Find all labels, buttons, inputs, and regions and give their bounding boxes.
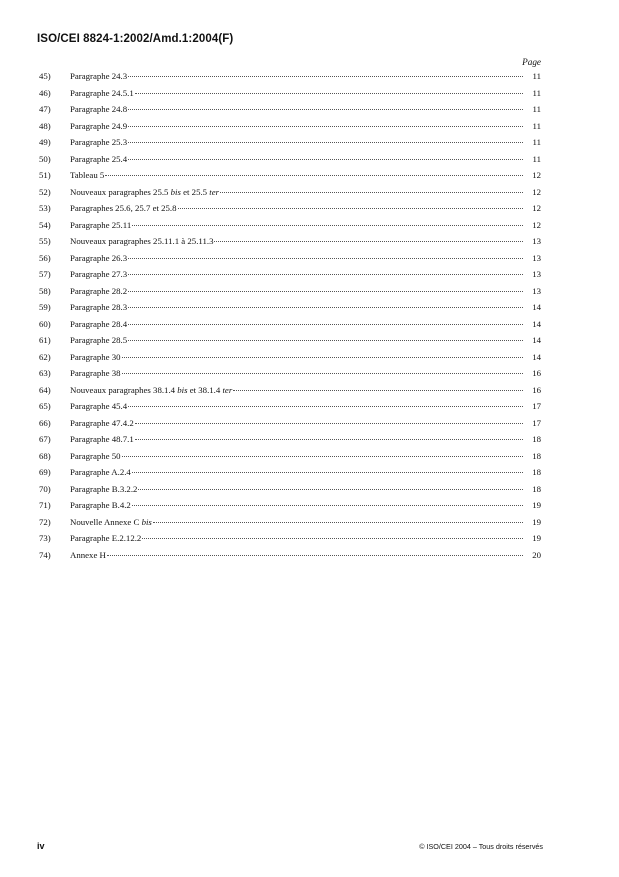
toc-entry-number: 61) [39,335,51,345]
toc-entry-page: 12 [532,203,541,213]
toc-entry-page: 13 [532,236,541,246]
toc-entry-number: 48) [39,120,51,131]
toc-entry[interactable] [39,418,541,435]
toc-entry-number: 57) [39,269,51,279]
toc-entry-title: Tableau 5 [70,170,105,180]
toc-entry[interactable] [39,203,541,220]
toc-entry-number: 62) [39,351,51,362]
toc-entry-title: Paragraphe 30 [70,351,121,362]
toc-entry-title: Paragraphe 25.3 [70,137,128,147]
toc-dot-leader [128,126,523,127]
toc-dot-leader [135,423,523,424]
toc-entry[interactable] [39,434,541,451]
toc-entry-number: 50) [39,153,51,164]
toc-entry-title: Paragraphe B.4.2 [70,500,131,510]
toc-entry-number: 60) [39,318,51,329]
toc-entry-page: 14 [532,302,541,312]
toc-entry-number: 51) [39,170,51,180]
toc-entry-title: Paragraphe 47.4.2 [70,417,134,428]
footer-copyright: © ISO/CEI 2004 – Tous droits réservés [419,842,543,851]
toc-entry-page: 17 [532,417,541,428]
toc-entry-number: 67) [39,434,51,444]
toc-entry-number: 52) [39,186,51,197]
toc-entry-title [70,385,232,395]
toc-dot-leader [178,208,523,209]
toc-dot-leader [132,225,523,226]
toc-entry-title: Paragraphe 28.5 [70,335,128,345]
toc-entry-page: 11 [532,104,541,114]
toc-entry[interactable] [39,335,541,352]
toc-entry-title: Paragraphe 45.4 [70,401,128,411]
toc-entry-title: Paragraphe 27.3 [70,269,128,279]
toc-entry-title: Paragraphe 48.7.1 [70,434,134,444]
toc-dot-leader [142,538,523,539]
toc-entry-title: Paragraphe 28.3 [70,302,128,312]
toc-entry-number: 49) [39,137,51,147]
toc-entry-page: 19 [532,533,541,543]
footer-page-number: iv [37,841,45,851]
toc-entry-page: 11 [532,71,541,81]
toc-entry-number: 70) [39,483,51,494]
toc-entry[interactable] [39,484,541,501]
toc-entry-title-italic: ter [209,186,220,197]
toc-entry-title [70,187,219,197]
toc-entry[interactable] [39,269,541,286]
toc-entry-title-part: et 25.5 [180,186,210,197]
toc-entry-title-part: Nouvelle Annexe C [70,516,142,527]
toc-entry-title-part: et 38.1.4 [187,384,223,395]
toc-entry[interactable] [39,368,541,385]
toc-entry-page: 11 [532,137,541,147]
toc-entry-number: 59) [39,302,51,312]
toc-entry[interactable] [39,88,541,105]
toc-entry-number: 56) [39,252,51,263]
document-identifier: ISO/CEI 8824-1:2002/Amd.1:2004(F) [37,33,234,45]
toc-entry-title: Paragraphe A.2.4 [70,467,131,477]
toc-entry-title-italic: bis [177,384,188,395]
toc-entry-title-italic: ter [222,384,233,395]
toc-entry[interactable] [39,533,541,550]
toc-entry[interactable] [39,500,541,517]
toc-entry-number: 68) [39,450,51,461]
toc-entry[interactable] [39,302,541,319]
toc-dot-leader [128,142,523,143]
toc-entry-number: 64) [39,384,51,395]
toc-entry-number: 63) [39,368,51,378]
toc-entry-title: Paragraphes 25.6, 25.7 et 25.8 [70,203,177,213]
toc-entry[interactable] [39,451,541,468]
toc-dot-leader [138,489,523,490]
toc-entry[interactable] [39,286,541,303]
toc-entry-page: 14 [532,335,541,345]
toc-dot-leader [107,555,523,556]
toc-dot-leader [122,357,523,358]
toc-entry[interactable] [39,187,541,204]
toc-entry[interactable] [39,121,541,138]
toc-entry-page: 14 [532,351,541,362]
toc-dot-leader [128,258,523,259]
toc-entry[interactable] [39,253,541,270]
toc-dot-leader [153,522,523,523]
toc-dot-leader [128,274,523,275]
toc-dot-leader [214,241,523,242]
toc-entry-number: 47) [39,104,51,114]
toc-entry[interactable] [39,467,541,484]
toc-entry[interactable] [39,550,541,567]
toc-entry-title: Paragraphe 25.4 [70,153,128,164]
toc-entry-page: 16 [532,368,541,378]
toc-entry-title: Paragraphe 24.3 [70,71,128,81]
toc-dot-leader [132,472,523,473]
toc-entry-title: Paragraphe B.3.2.2 [70,483,138,494]
toc-dot-leader [233,390,523,391]
toc-entry-page: 12 [532,219,541,230]
toc-entry-page: 11 [532,87,541,98]
table-of-contents [39,71,541,566]
toc-entry-title: Paragraphe E.2.12.2 [70,533,142,543]
toc-entry-number: 45) [39,71,51,81]
toc-entry[interactable] [39,220,541,237]
toc-entry-page: 13 [532,252,541,263]
toc-entry-title: Paragraphe 50 [70,450,121,461]
toc-entry-page: 11 [532,153,541,164]
toc-entry-number: 58) [39,285,51,296]
toc-entry-page: 19 [532,500,541,510]
toc-entry-title: Paragraphe 25.11 [70,219,132,230]
toc-entry[interactable] [39,137,541,154]
toc-entry-number: 54) [39,219,51,230]
toc-entry-number: 74) [39,549,51,560]
toc-entry-page: 12 [532,170,541,180]
toc-dot-leader [132,505,523,506]
toc-entry[interactable] [39,154,541,171]
toc-dot-leader [105,175,523,176]
toc-entry-title: Paragraphe 24.5.1 [70,87,134,98]
toc-entry[interactable] [39,401,541,418]
toc-entry-page: 19 [532,516,541,527]
toc-entry-number: 66) [39,417,51,428]
toc-dot-leader [135,439,523,440]
toc-entry-title-italic: bis [141,516,152,527]
toc-entry-title-italic: bis [170,186,181,197]
toc-entry-title: Paragraphe 24.9 [70,120,128,131]
toc-entry[interactable] [39,170,541,187]
toc-entry-number: 73) [39,533,51,543]
toc-entry[interactable] [39,236,541,253]
toc-entry-title: Paragraphe 26.3 [70,252,128,263]
toc-entry[interactable] [39,319,541,336]
toc-entry-title-part: Nouveaux paragraphes 25.5 [70,186,171,197]
toc-entry-number: 69) [39,467,51,477]
page-column-label: Page [522,57,541,67]
toc-entry-number: 46) [39,87,51,98]
toc-entry-title: Nouveaux paragraphes 25.11.1 à 25.11.3 [70,236,214,246]
toc-entry-title: Paragraphe 28.4 [70,318,128,329]
toc-dot-leader [128,76,523,77]
toc-dot-leader [128,291,523,292]
toc-dot-leader [122,373,523,374]
toc-dot-leader [128,307,523,308]
toc-entry[interactable] [39,385,541,402]
toc-entry-title: Paragraphe 24.8 [70,104,128,114]
toc-entry-title-part: Nouveaux paragraphes 38.1.4 [70,384,178,395]
toc-dot-leader [128,340,523,341]
toc-entry-page: 13 [532,285,541,296]
toc-entry-title [70,517,152,527]
toc-entry-page: 14 [532,318,541,329]
toc-entry[interactable] [39,352,541,369]
toc-dot-leader [128,324,523,325]
toc-entry-page: 18 [532,467,541,477]
toc-entry-page: 11 [532,120,541,131]
toc-entry-number: 72) [39,516,51,527]
toc-entry-title: Paragraphe 38 [70,368,121,378]
toc-entry-number: 55) [39,236,51,246]
toc-dot-leader [220,192,523,193]
toc-dot-leader [122,456,523,457]
toc-entry-page: 18 [532,434,541,444]
toc-entry-page: 16 [532,384,541,395]
toc-entry[interactable] [39,71,541,88]
toc-entry-number: 71) [39,500,51,510]
toc-dot-leader [128,406,523,407]
toc-entry-number: 53) [39,203,51,213]
toc-entry-page: 18 [532,450,541,461]
toc-entry-page: 13 [532,269,541,279]
toc-entry-page: 18 [532,483,541,494]
toc-entry-title: Paragraphe 28.2 [70,285,128,296]
toc-entry[interactable] [39,104,541,121]
toc-entry[interactable] [39,517,541,534]
toc-dot-leader [128,159,523,160]
toc-entry-page: 17 [532,401,541,411]
toc-entry-number: 65) [39,401,51,411]
toc-dot-leader [135,93,523,94]
toc-entry-page: 20 [532,549,541,560]
toc-dot-leader [128,109,523,110]
toc-entry-title: Annexe H [70,549,106,560]
toc-entry-page: 12 [532,186,541,197]
